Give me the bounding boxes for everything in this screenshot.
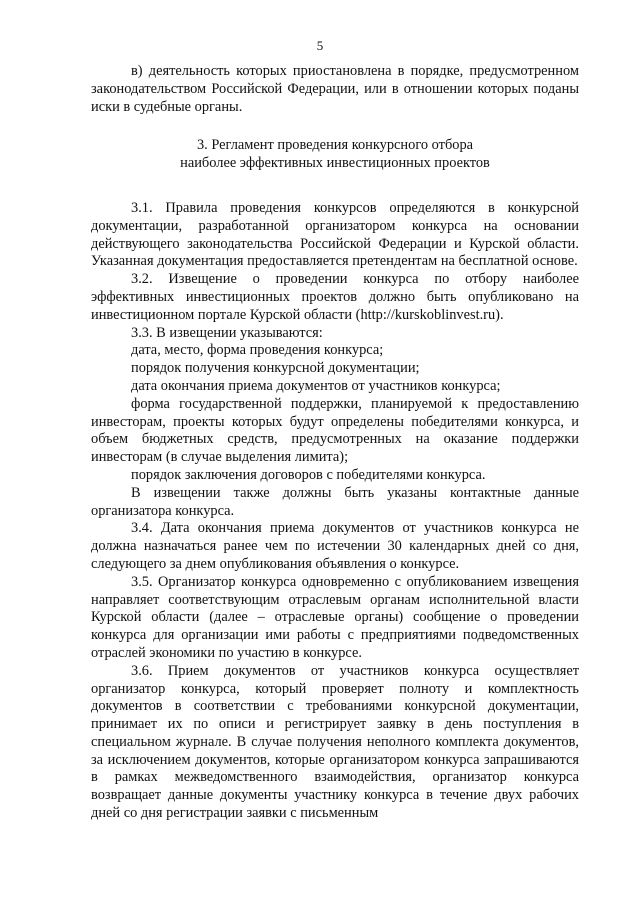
paragraph-3-5: 3.5. Организатор конкурса одновременно с опубликованием извещения направляет соответствующим отраслевым органам исполнительной власти Курской области (далее – отраслевые органы) сообщение о проведении конкурса для организации ими работы с предприятиями подведомственных отраслей экономики по участию в конкурсе.: [91, 573, 579, 661]
list-item-support: форма государственной поддержки, планируемой к предоставлению инвесторам, проекты которых будут определены победителями конкурса, и объем бюджетных средств, предусмотренных на оказание поддержки инвесторам (в случае выделения лимита);: [91, 395, 579, 466]
section-title-line2: наиболее эффективных инвестиционных проектов: [180, 155, 490, 172]
list-item-deadline: дата окончания приема документов от участников конкурса;: [131, 377, 501, 394]
list-item-docs: порядок получения конкурсной документации;: [131, 360, 420, 377]
paragraph-3-4: 3.4. Дата окончания приема документов от участников конкурса не должна назначаться ранее чем по истечении 30 календарных дней со дня, следующего за днем опубликования объявления о конкурсе.: [91, 520, 579, 572]
document-body: [91, 63, 579, 823]
section-title-line1: 3. Регламент проведения конкурсного отбора: [196, 137, 474, 154]
paragraph-3-6: 3.6. Прием документов от участников конкурса осуществляет организатор конкурса, который проверяет полноту и комплектность документов в соответствии с требованиями конкурсной документации, принимает их по описи и регистрирует заявку в день поступления в специальном журнале. В случае получения неполного комплекта документов, за исключением документов, которые организатором конкурса запрашиваются в рамках межведомственного взаимодействия, организатор конкурса возвращает данные документы участнику конкурса в течение двух рабочих дней со дня регистрации заявки с письменным: [91, 662, 579, 822]
intro-paragraph: в) деятельность которых приостановлена в порядке, предусмотренном законодательством Российской Федерации, или в отношении которых поданы иски в судебные органы.: [91, 63, 579, 115]
list-item-contracts: порядок заключения договоров с победителями конкурса.: [131, 466, 486, 483]
paragraph-3-1: 3.1. Правила проведения конкурсов определяются в конкурсной документации, разработанной организатором конкурса на основании действующего законодательства Российской Федерации и Курской области. Указанная документация предоставляется претендентам на бесплатной основе.: [91, 199, 579, 270]
section-heading: [91, 137, 579, 173]
paragraph-3-3: 3.3. В извещении указываются:: [131, 324, 323, 341]
list-item-date: дата, место, форма проведения конкурса;: [131, 342, 384, 359]
paragraph-contacts: В извещении также должны быть указаны контактные данные организатора конкурса.: [91, 484, 579, 519]
paragraph-3-2: 3.2. Извещение о проведении конкурса по отбору наиболее эффективных инвестиционных проектов должно быть опубликовано на инвестиционном портале Курской области (http://kurskoblinvest.ru).: [91, 271, 579, 323]
page-number: 5: [316, 38, 324, 53]
